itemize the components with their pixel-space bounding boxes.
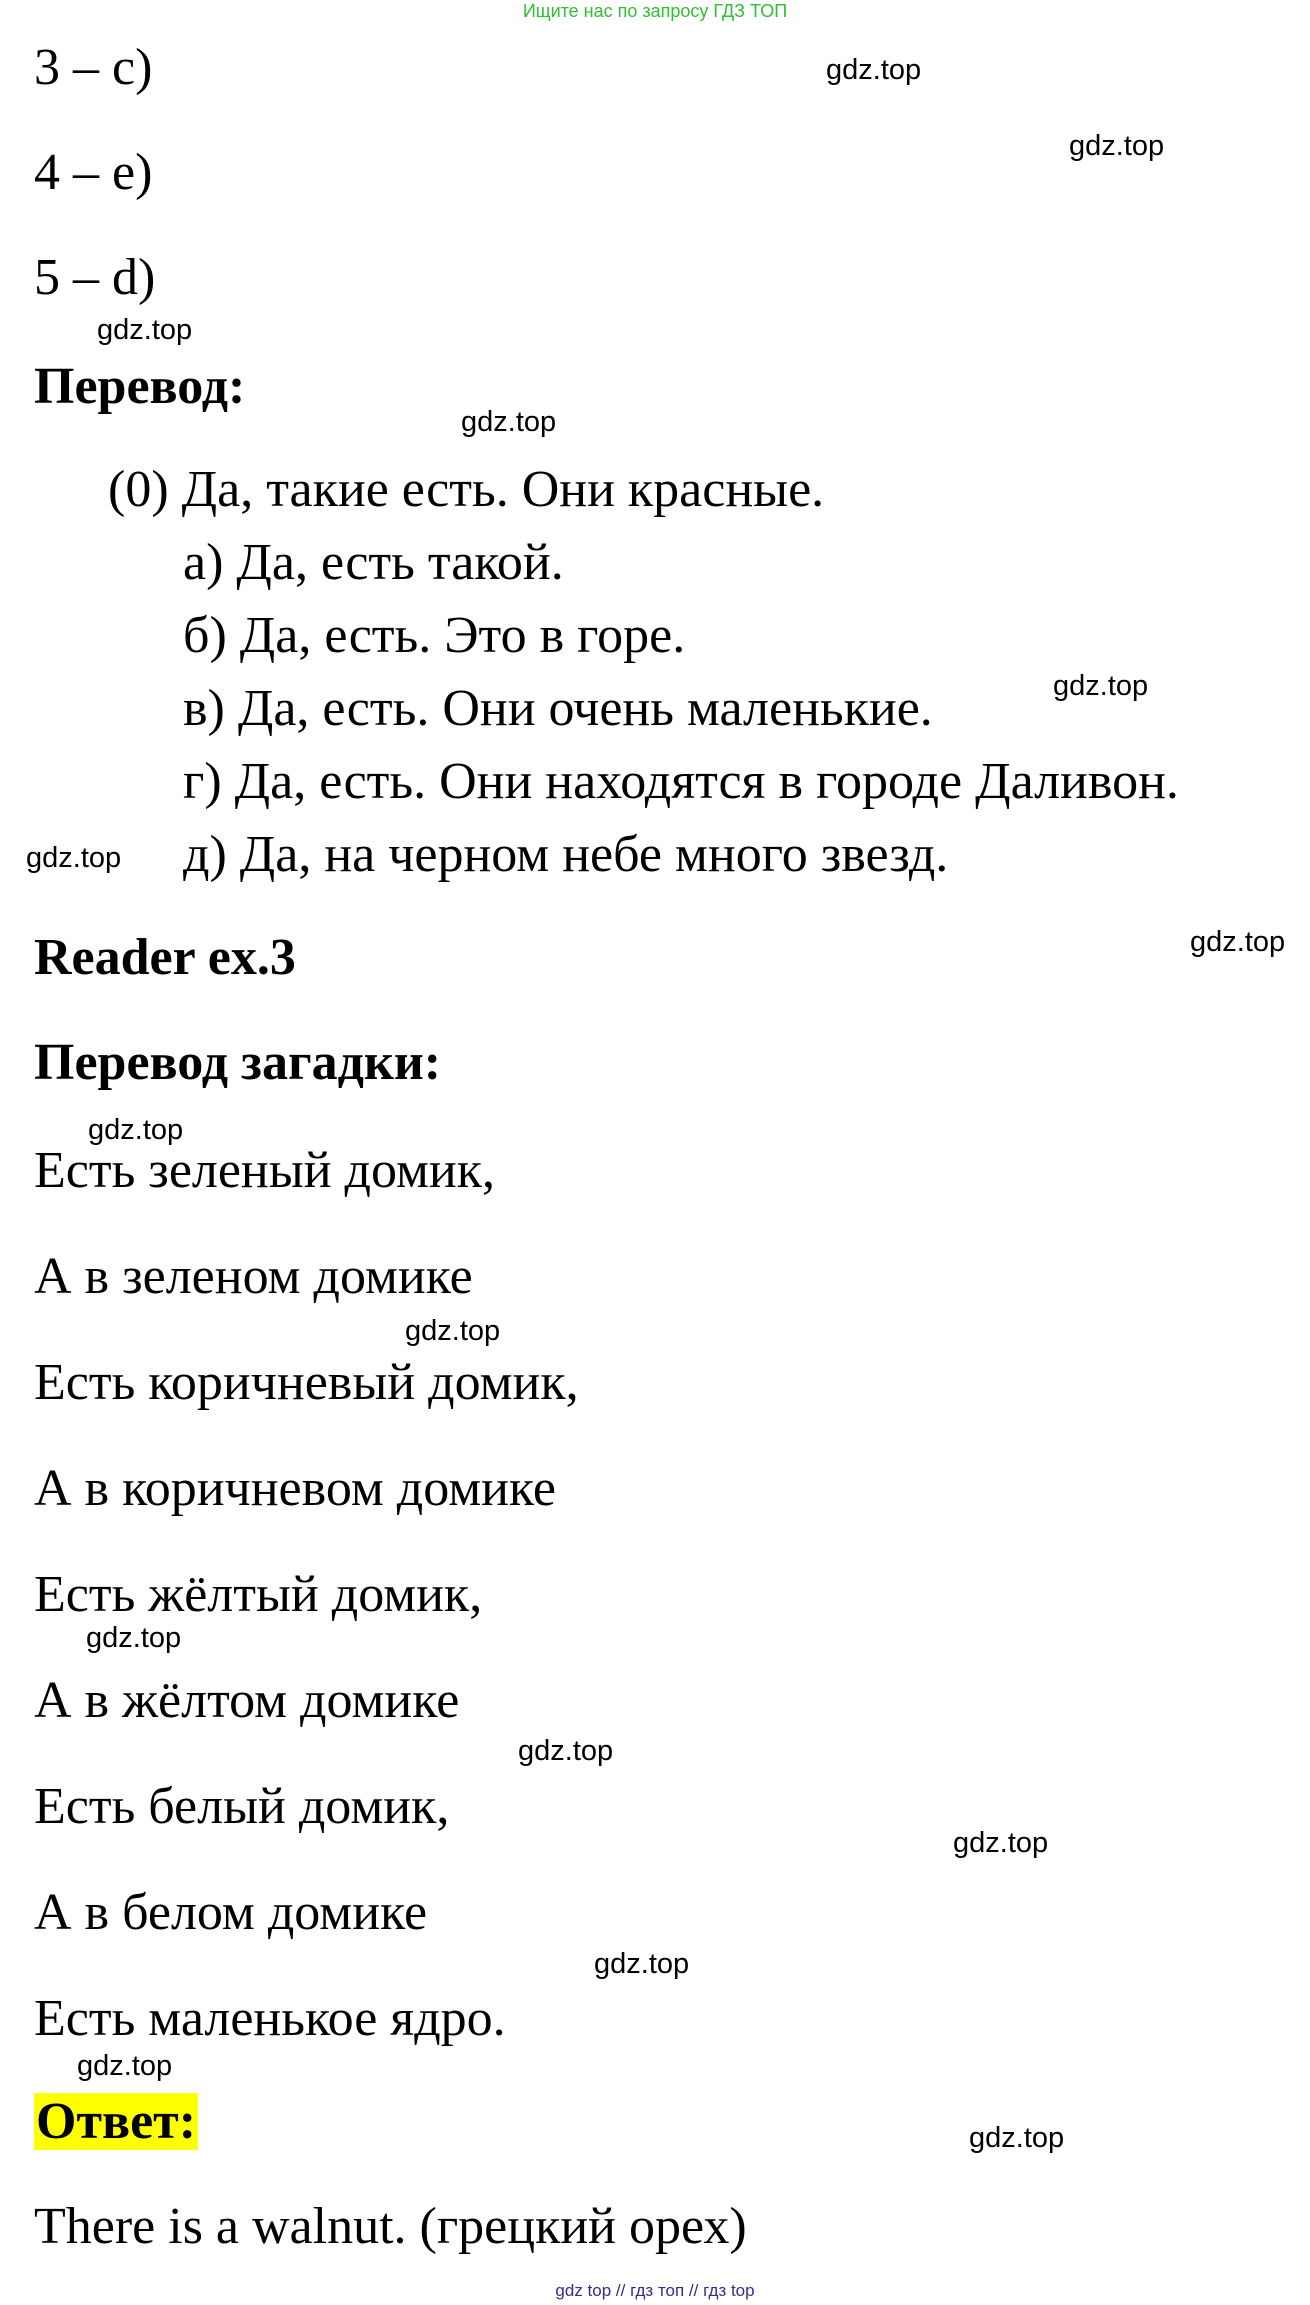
riddle-line: А в зеленом домике bbox=[34, 1248, 473, 1305]
match-line: 5 – d) bbox=[34, 249, 156, 306]
translation-item bbox=[183, 752, 1179, 812]
watermark: gdz.top bbox=[953, 1827, 1049, 1859]
watermark: gdz.top bbox=[88, 1114, 184, 1146]
riddle-heading: Перевод загадки: bbox=[34, 1034, 442, 1091]
watermark: gdz.top bbox=[77, 2050, 173, 2082]
item-marker: в) bbox=[183, 680, 225, 737]
riddle-line: А в жёлтом домике bbox=[34, 1672, 460, 1729]
translation-item bbox=[183, 679, 933, 739]
watermark: gdz.top bbox=[97, 314, 193, 346]
watermark: gdz.top bbox=[405, 1315, 501, 1347]
watermark: gdz.top bbox=[86, 1622, 182, 1654]
answer-label: Ответ: bbox=[36, 2093, 197, 2150]
item-text: Да, такие есть. Они красные. bbox=[181, 461, 825, 518]
watermark: gdz.top bbox=[1069, 130, 1165, 162]
footer-note: gdz top // гдз топ // гдз top bbox=[555, 2281, 755, 2300]
item-text: Да, есть. Это в горе. bbox=[239, 607, 686, 664]
answer-heading bbox=[34, 2092, 198, 2152]
riddle-line: Есть маленькое ядро. bbox=[34, 1990, 506, 2047]
riddle-line: Есть жёлтый домик, bbox=[34, 1566, 483, 1623]
item-marker: г) bbox=[183, 753, 222, 810]
watermark: gdz.top bbox=[26, 842, 122, 874]
watermark: gdz.top bbox=[1053, 670, 1149, 702]
watermark: gdz.top bbox=[594, 1948, 690, 1980]
item-text: Да, есть. Они очень маленькие. bbox=[237, 680, 933, 737]
header-note: Ищите нас по запросу ГДЗ ТОП bbox=[522, 1, 788, 21]
translation-heading: Перевод: bbox=[34, 358, 246, 415]
watermark: gdz.top bbox=[826, 54, 922, 86]
answer-text: There is a walnut. (грецкий орех) bbox=[34, 2198, 747, 2255]
translation-item bbox=[108, 460, 824, 520]
watermark: gdz.top bbox=[461, 406, 557, 438]
riddle-line: Есть зеленый домик, bbox=[34, 1142, 495, 1199]
reader-heading: Reader ex.3 bbox=[34, 929, 296, 986]
match-line: 3 – c) bbox=[34, 39, 153, 96]
riddle-line: Есть белый домик, bbox=[34, 1778, 450, 1835]
item-text: Да, есть такой. bbox=[236, 534, 564, 591]
watermark: gdz.top bbox=[969, 2122, 1065, 2154]
riddle-line: Есть коричневый домик, bbox=[34, 1354, 579, 1411]
item-text: Да, есть. Они находятся в городе Даливон. bbox=[234, 753, 1179, 810]
watermark: gdz.top bbox=[518, 1735, 614, 1767]
item-marker: а) bbox=[183, 534, 224, 591]
translation-item bbox=[183, 825, 948, 885]
item-marker: (0) bbox=[108, 461, 169, 518]
item-marker: б) bbox=[183, 607, 227, 664]
translation-item bbox=[183, 606, 685, 666]
riddle-line: А в коричневом домике bbox=[34, 1460, 556, 1517]
riddle-line: А в белом домике bbox=[34, 1884, 428, 1941]
translation-item bbox=[183, 533, 564, 593]
item-marker: д) bbox=[183, 826, 227, 883]
match-line: 4 – e) bbox=[34, 144, 153, 201]
item-text: Да, на черном небе много звезд. bbox=[239, 826, 949, 883]
watermark: gdz.top bbox=[1190, 926, 1286, 958]
